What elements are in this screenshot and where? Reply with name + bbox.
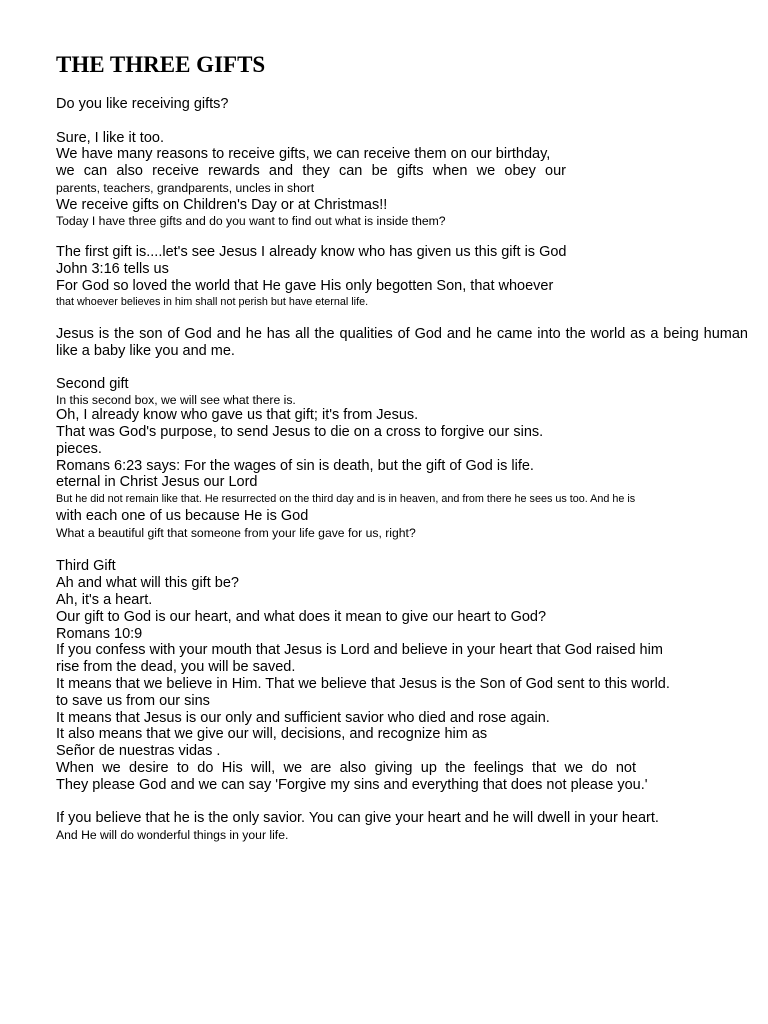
text-line: Señor de nuestras vidas . — [56, 743, 221, 760]
text-line: Today I have three gifts and do you want to find out what is inside them? — [56, 213, 446, 228]
text-line: rise from the dead, you will be saved. — [56, 659, 296, 676]
document-title: THE THREE GIFTS — [56, 52, 266, 77]
text-line: Ah, it's a heart. — [56, 591, 153, 608]
text-line: to save us from our sins — [56, 692, 210, 709]
text-line: They please God and we can say 'Forgive my sins and everything that does not please you.' — [56, 776, 648, 793]
document-page — [56, 50, 748, 844]
text-line: It means that we believe in Him. That we believe that Jesus is the Son of God sent to this world. — [56, 675, 670, 692]
text-line: It also means that we give our will, decisions, and recognize him as — [56, 726, 488, 743]
paragraph: Jesus is the son of God and he has all the qualities of God and he came into the world as a being human like a baby like you and me. — [56, 325, 748, 359]
text-line: If you confess with your mouth that Jesus is Lord and believe in your heart that God raised him — [56, 642, 663, 659]
text-line: parents, teachers, grandparents, uncles in short — [56, 180, 315, 195]
text-line: And He will do wonderful things in your life. — [56, 828, 289, 843]
text-line: John 3:16 tells us — [56, 261, 169, 278]
text-line: eternal in Christ Jesus our Lord — [56, 474, 258, 491]
text-line: we can also receive rewards and they can be gifts when we obey our — [56, 163, 566, 180]
text-line: Our gift to God is our heart, and what does it mean to give our heart to God? — [56, 608, 547, 625]
section-heading: Second gift — [56, 376, 129, 393]
text-line: that whoever believes in him shall not perish but have eternal life. — [56, 295, 369, 308]
text-line: with each one of us because He is God — [56, 507, 309, 524]
text-line: For God so loved the world that He gave His only begotten Son, that whoever — [56, 277, 554, 294]
text-line: We have many reasons to receive gifts, we can receive them on our birthday, — [56, 146, 551, 163]
text-line: But he did not remain like that. He resurrected on the third day and is in heaven, and from there he sees us too. And he is — [56, 493, 636, 506]
text-line: In this second box, we will see what there is. — [56, 393, 296, 408]
text-line: Do you like receiving gifts? — [56, 96, 229, 112]
text-line: We receive gifts on Children's Day or at Christmas!! — [56, 196, 388, 213]
text-line: Oh, I already know who gave us that gift; it's from Jesus. — [56, 407, 419, 424]
text-line: If you believe that he is the only savior. You can give your heart and he will dwell in your heart. — [56, 810, 659, 827]
text-line: When we desire to do His will, we are also giving up the feelings that we do not — [56, 759, 636, 776]
text-line: Romans 10:9 — [56, 625, 143, 642]
text-line: It means that Jesus is our only and sufficient savior who died and rose again. — [56, 709, 550, 726]
text-line: The first gift is....let's see Jesus I already know who has given us this gift is God — [56, 244, 567, 261]
text-line: Romans 6:23 says: For the wages of sin is death, but the gift of God is life. — [56, 457, 534, 474]
text-line: pieces. — [56, 440, 102, 457]
text-line: What a beautiful gift that someone from your life gave for us, right? — [56, 525, 416, 540]
text-line: Ah and what will this gift be? — [56, 575, 239, 592]
section-heading: Third Gift — [56, 558, 116, 575]
text-line: That was God's purpose, to send Jesus to die on a cross to forgive our sins. — [56, 423, 544, 440]
text-line: Sure, I like it too. — [56, 129, 164, 146]
